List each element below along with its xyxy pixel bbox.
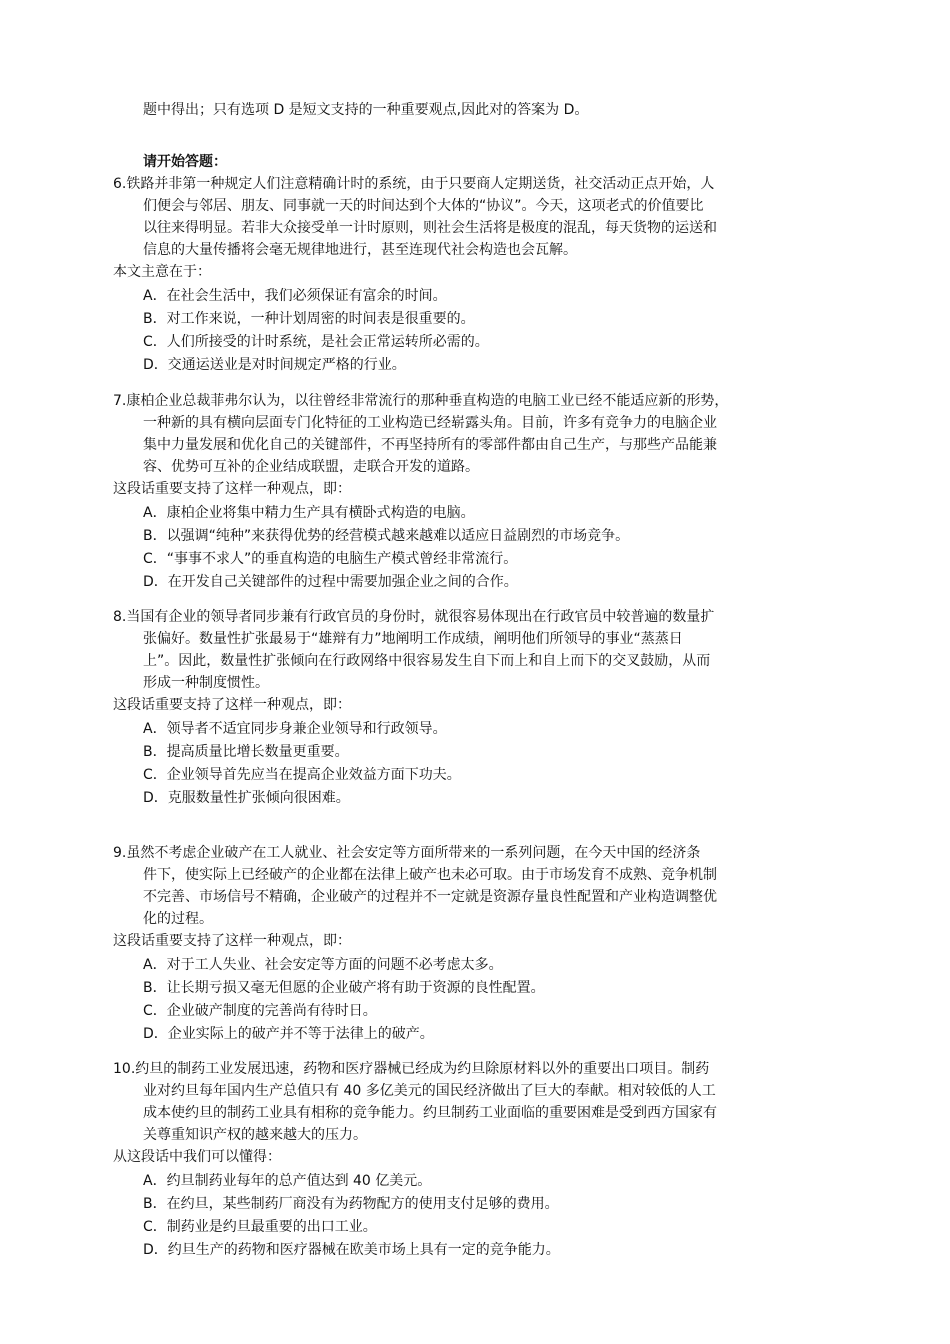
question-prompt: 这段话重要支持了这样一种观点，即： xyxy=(113,697,351,713)
question-prompt: 这段话重要支持了这样一种观点，即： xyxy=(113,481,351,497)
answer-option: D．在开发自己关键部件的过程中需要加强企业之间的合作。 xyxy=(143,574,518,590)
question-prompt: 这段话重要支持了这样一种观点，即： xyxy=(113,933,351,949)
answer-option: C．人们所接受的计时系统，是社会正常运转所必需的。 xyxy=(143,334,489,350)
question-stem-line: 形成一种制度惯性。 xyxy=(143,675,269,691)
question-stem-line: 9.虽然不考虑企业破产在工人就业、社会安定等方面所带来的一系列问题，在今天中国的经济条 xyxy=(113,845,701,861)
answer-option: B．在约旦，某些制药厂商没有为药物配方的使用支付足够的费用。 xyxy=(143,1196,559,1212)
question-stem-line: 化的过程。 xyxy=(143,911,213,927)
answer-option: C．“事事不求人”的垂直构造的电脑生产模式曾经非常流行。 xyxy=(143,551,518,567)
start-answering-heading: 请开始答题： xyxy=(143,154,227,170)
question-prompt: 从这段话中我们可以懂得： xyxy=(113,1149,281,1165)
question-stem-line: 信息的大量传播将会毫无规律地进行，甚至连现代社会构造也会瓦解。 xyxy=(143,242,577,258)
answer-option: B．对工作来说，一种计划周密的时间表是很重要的。 xyxy=(143,311,475,327)
answer-option: B．让长期亏损又毫无但愿的企业破产将有助于资源的良性配置。 xyxy=(143,980,545,996)
question-stem-line: 10.约旦的制药工业发展迅速，药物和医疗器械已经成为约旦除原材料以外的重要出口项目。制药 xyxy=(113,1061,710,1077)
answer-option: C．企业领导首先应当在提高企业效益方面下功夫。 xyxy=(143,767,461,783)
answer-option: D．交通运送业是对时间规定严格的行业。 xyxy=(143,357,406,373)
question-stem-line: 不完善、市场信号不精确，企业破产的过程并不一定就是资源存量良性配置和产业构造调整优 xyxy=(143,889,717,905)
question-stem-line: 集中力量发展和优化自己的关键部件，不再坚持所有的零部件都由自己生产，与那些产品能兼 xyxy=(143,437,717,453)
question-stem-line: 6.铁路并非第一种规定人们注意精确计时的系统，由于只要商人定期送货，社交活动正点开始，人 xyxy=(113,176,715,192)
answer-option: A．在社会生活中，我们必须保证有富余的时间。 xyxy=(143,288,447,304)
previous-answer-conclusion: 题中得出；只有选项 D 是短文支持的一种重要观点,因此对的答案为 D。 xyxy=(143,102,589,118)
answer-option: C．制药业是约旦最重要的出口工业。 xyxy=(143,1219,377,1235)
question-stem-line: 成本使约旦的制药工业具有相称的竞争能力。约旦制药工业面临的重要困难是受到西方国家有 xyxy=(143,1105,717,1121)
answer-option: B．以强调“纯种”来获得优势的经营模式越来越难以适应日益剧烈的市场竞争。 xyxy=(143,528,630,544)
answer-option: A．约旦制药业每年的总产值达到 40 亿美元。 xyxy=(143,1173,432,1189)
question-stem-line: 张偏好。数量性扩张最易于“雄辩有力”地阐明工作成绩，阐明他们所领导的事业“蒸蒸日 xyxy=(143,631,683,647)
question-stem-line: 关尊重知识产权的越来越大的压力。 xyxy=(143,1127,367,1143)
question-stem-line: 7.康柏企业总裁菲弗尔认为，以往曾经非常流行的那种垂直构造的电脑工业已经不能适应新的形势， xyxy=(113,393,729,409)
question-stem-line: 容、优势可互补的企业结成联盟，走联合开发的道路。 xyxy=(143,459,479,475)
answer-option: A．领导者不适宜同步身兼企业领导和行政领导。 xyxy=(143,721,447,737)
answer-option: D．克服数量性扩张倾向很困难。 xyxy=(143,790,350,806)
question-stem-line: 件下，使实际上已经破产的企业都在法律上破产也未必可取。由于市场发育不成熟、竞争机制 xyxy=(143,867,717,883)
question-stem-line: 上”。因此，数量性扩张倾向在行政网络中很容易发生自下而上和自上而下的交叉鼓励，从而 xyxy=(143,653,711,669)
answer-option: B．提高质量比增长数量更重要。 xyxy=(143,744,349,760)
question-stem-line: 们便会与邻居、朋友、同事就一天的时间达到个大体的“协议”。今天，这项老式的价值要比 xyxy=(143,198,704,214)
question-stem-line: 8.当国有企业的领导者同步兼有行政官员的身份时，就很容易体现出在行政官员中较普遍的数量扩 xyxy=(113,609,715,625)
question-stem-line: 一种新的具有横向层面专门化特征的工业构造已经崭露头角。目前，许多有竞争力的电脑企业 xyxy=(143,415,717,431)
question-prompt: 本文主意在于： xyxy=(113,264,211,280)
answer-option: A．对于工人失业、社会安定等方面的问题不必考虑太多。 xyxy=(143,957,503,973)
answer-option: D．约旦生产的药物和医疗器械在欧美市场上具有一定的竞争能力。 xyxy=(143,1242,560,1258)
question-stem-line: 以往来得明显。若非大众接受单一计时原则，则社会生活将是极度的混乱，每天货物的运送和 xyxy=(143,220,717,236)
answer-option: C．企业破产制度的完善尚有待时日。 xyxy=(143,1003,377,1019)
question-stem-line: 业对约旦每年国内生产总值只有 40 多亿美元的国民经济做出了巨大的奉献。相对较低的人工 xyxy=(143,1083,716,1099)
answer-option: D．企业实际上的破产并不等于法律上的破产。 xyxy=(143,1026,434,1042)
answer-option: A．康柏企业将集中精力生产具有横卧式构造的电脑。 xyxy=(143,505,475,521)
